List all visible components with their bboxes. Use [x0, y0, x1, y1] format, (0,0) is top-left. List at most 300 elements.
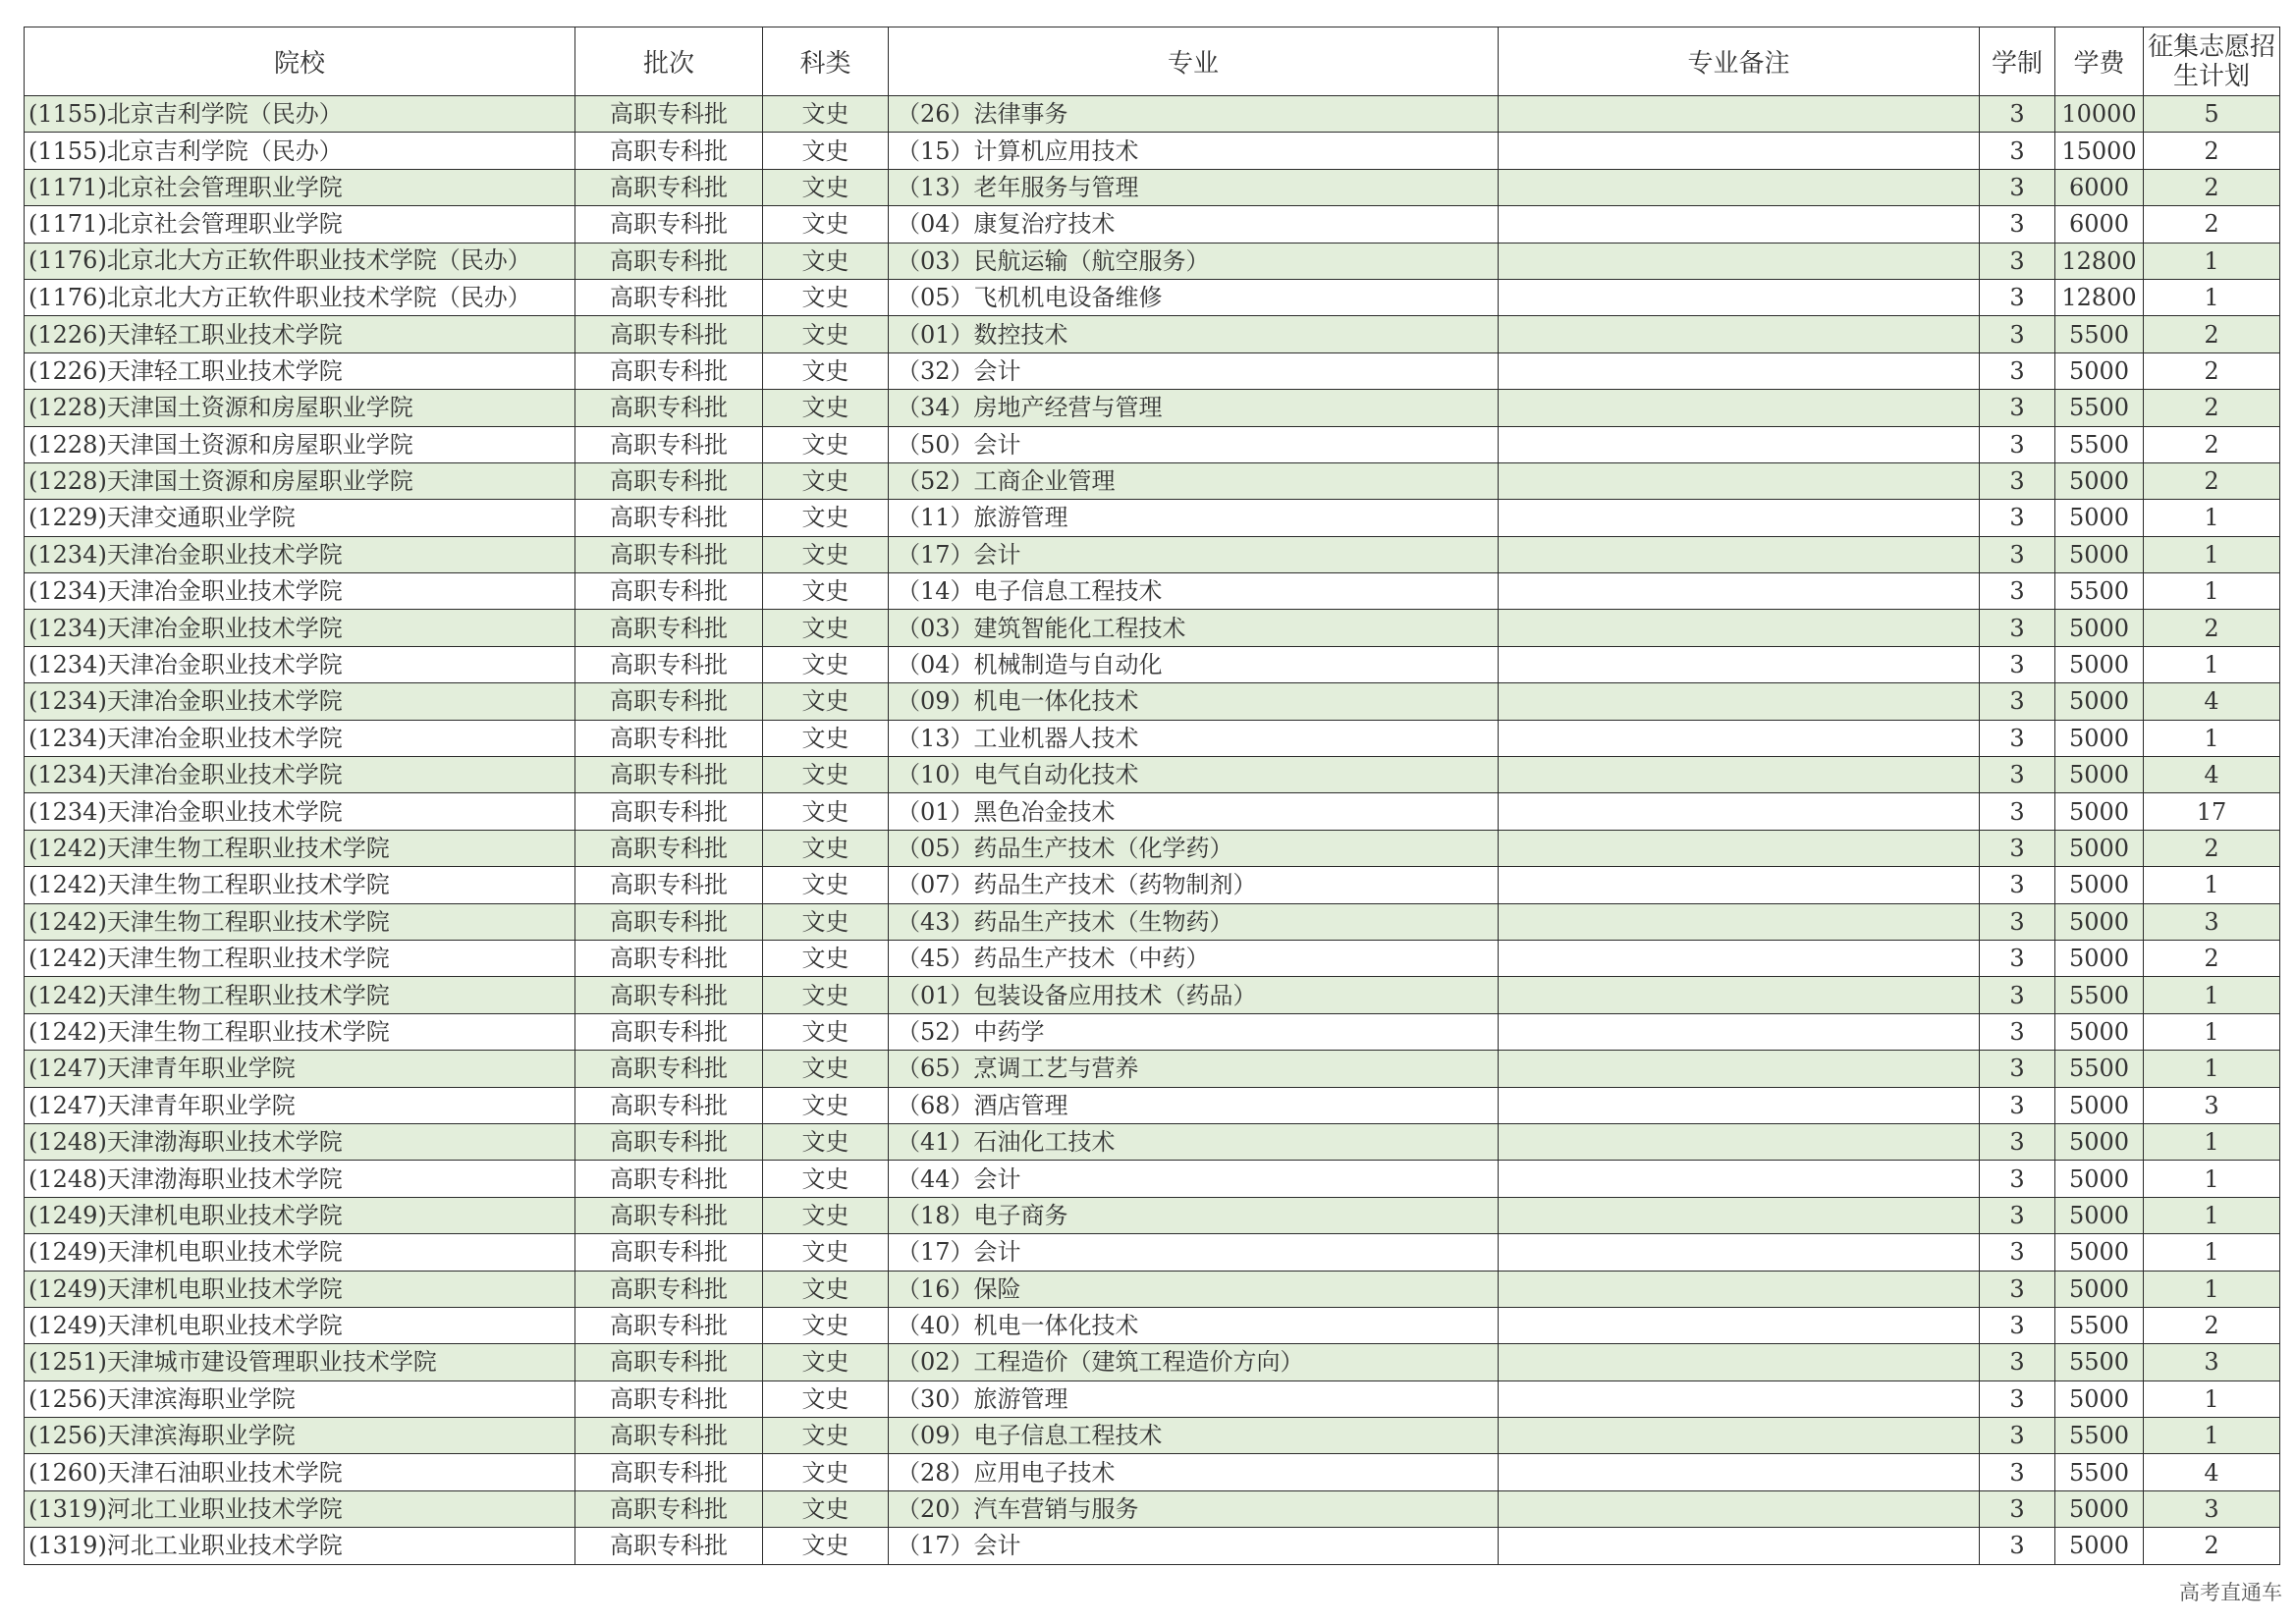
cell-batch: 高职专科批 [575, 536, 763, 572]
table-row [25, 830, 2280, 866]
cell-plan: 2 [2144, 133, 2280, 169]
cell-tuition: 5500 [2055, 1454, 2144, 1490]
cell-tuition: 5000 [2055, 610, 2144, 646]
cell-major-note [1499, 1161, 1980, 1197]
cell-school: (1260)天津石油职业技术学院 [25, 1454, 575, 1490]
cell-school: (1234)天津冶金职业技术学院 [25, 536, 575, 572]
cell-major-note [1499, 646, 1980, 682]
cell-batch: 高职专科批 [575, 133, 763, 169]
cell-plan: 3 [2144, 1087, 2280, 1123]
table-row [25, 1528, 2280, 1564]
cell-major: （01）黑色冶金技术 [889, 793, 1499, 830]
cell-batch: 高职专科批 [575, 1307, 763, 1343]
cell-duration: 3 [1980, 1307, 2055, 1343]
cell-duration: 3 [1980, 96, 2055, 133]
cell-batch: 高职专科批 [575, 1418, 763, 1454]
cell-duration: 3 [1980, 243, 2055, 279]
cell-batch: 高职专科批 [575, 1197, 763, 1233]
cell-school: (1234)天津冶金职业技术学院 [25, 793, 575, 830]
cell-tuition: 6000 [2055, 206, 2144, 243]
table-row [25, 390, 2280, 426]
cell-duration: 3 [1980, 830, 2055, 866]
table-row [25, 940, 2280, 976]
cell-batch: 高职专科批 [575, 1123, 763, 1160]
cell-category: 文史 [763, 1528, 889, 1564]
column-header-tuition: 学费 [2055, 27, 2144, 96]
cell-batch: 高职专科批 [575, 683, 763, 720]
cell-batch: 高职专科批 [575, 500, 763, 536]
cell-plan: 1 [2144, 1013, 2280, 1050]
cell-major: （65）烹调工艺与营养 [889, 1051, 1499, 1087]
cell-category: 文史 [763, 940, 889, 976]
cell-major-note [1499, 243, 1980, 279]
table-row [25, 573, 2280, 610]
header-row [25, 27, 2280, 96]
cell-duration: 3 [1980, 610, 2055, 646]
cell-major-note [1499, 610, 1980, 646]
cell-category: 文史 [763, 243, 889, 279]
cell-category: 文史 [763, 279, 889, 315]
cell-duration: 3 [1980, 316, 2055, 352]
cell-duration: 3 [1980, 1051, 2055, 1087]
table-row [25, 426, 2280, 462]
cell-plan: 2 [2144, 940, 2280, 976]
cell-plan: 2 [2144, 1528, 2280, 1564]
cell-tuition: 5000 [2055, 1234, 2144, 1271]
cell-plan: 1 [2144, 573, 2280, 610]
cell-tuition: 5000 [2055, 1087, 2144, 1123]
cell-duration: 3 [1980, 206, 2055, 243]
cell-plan: 3 [2144, 1344, 2280, 1380]
cell-major-note [1499, 1344, 1980, 1380]
cell-tuition: 5500 [2055, 390, 2144, 426]
cell-major: （20）汽车营销与服务 [889, 1490, 1499, 1527]
cell-plan: 2 [2144, 206, 2280, 243]
table-row [25, 169, 2280, 205]
cell-batch: 高职专科批 [575, 830, 763, 866]
cell-category: 文史 [763, 1197, 889, 1233]
cell-major-note [1499, 96, 1980, 133]
cell-school: (1155)北京吉利学院（民办） [25, 133, 575, 169]
cell-school: (1249)天津机电职业技术学院 [25, 1234, 575, 1271]
cell-plan: 2 [2144, 462, 2280, 499]
cell-major: （40）机电一体化技术 [889, 1307, 1499, 1343]
column-header-batch: 批次 [575, 27, 763, 96]
table-row [25, 977, 2280, 1013]
cell-batch: 高职专科批 [575, 1087, 763, 1123]
table-row [25, 646, 2280, 682]
cell-school: (1171)北京社会管理职业学院 [25, 206, 575, 243]
cell-major-note [1499, 720, 1980, 756]
cell-tuition: 5000 [2055, 1271, 2144, 1307]
cell-tuition: 5000 [2055, 903, 2144, 940]
cell-batch: 高职专科批 [575, 426, 763, 462]
cell-category: 文史 [763, 169, 889, 205]
cell-category: 文史 [763, 1418, 889, 1454]
cell-tuition: 5500 [2055, 1344, 2144, 1380]
table-row [25, 133, 2280, 169]
cell-tuition: 5000 [2055, 720, 2144, 756]
cell-major-note [1499, 206, 1980, 243]
cell-school: (1242)天津生物工程职业技术学院 [25, 977, 575, 1013]
cell-tuition: 5500 [2055, 573, 2144, 610]
cell-school: (1242)天津生物工程职业技术学院 [25, 940, 575, 976]
table-row [25, 1051, 2280, 1087]
cell-batch: 高职专科批 [575, 720, 763, 756]
cell-school: (1234)天津冶金职业技术学院 [25, 573, 575, 610]
cell-major-note [1499, 133, 1980, 169]
cell-batch: 高职专科批 [575, 1234, 763, 1271]
cell-plan: 4 [2144, 683, 2280, 720]
cell-major-note [1499, 903, 1980, 940]
cell-category: 文史 [763, 683, 889, 720]
cell-category: 文史 [763, 903, 889, 940]
cell-batch: 高职专科批 [575, 1490, 763, 1527]
table-row [25, 500, 2280, 536]
cell-batch: 高职专科批 [575, 793, 763, 830]
cell-school: (1176)北京北大方正软件职业技术学院（民办） [25, 243, 575, 279]
cell-school: (1319)河北工业职业技术学院 [25, 1490, 575, 1527]
cell-tuition: 5500 [2055, 426, 2144, 462]
cell-major-note [1499, 757, 1980, 793]
cell-major: （02）工程造价（建筑工程造价方向） [889, 1344, 1499, 1380]
cell-school: (1229)天津交通职业学院 [25, 500, 575, 536]
column-header-plan: 征集志愿招生计划 [2144, 27, 2280, 96]
column-header-school: 院校 [25, 27, 575, 96]
cell-major: （30）旅游管理 [889, 1380, 1499, 1417]
column-header-major: 专业 [889, 27, 1499, 96]
cell-school: (1249)天津机电职业技术学院 [25, 1271, 575, 1307]
cell-duration: 3 [1980, 646, 2055, 682]
cell-major-note [1499, 169, 1980, 205]
cell-category: 文史 [763, 720, 889, 756]
cell-tuition: 5000 [2055, 683, 2144, 720]
cell-duration: 3 [1980, 1197, 2055, 1233]
cell-major: （10）电气自动化技术 [889, 757, 1499, 793]
cell-plan: 4 [2144, 757, 2280, 793]
cell-duration: 3 [1980, 536, 2055, 572]
cell-school: (1242)天津生物工程职业技术学院 [25, 867, 575, 903]
cell-category: 文史 [763, 867, 889, 903]
cell-batch: 高职专科批 [575, 390, 763, 426]
cell-major-note [1499, 1528, 1980, 1564]
table-row [25, 1490, 2280, 1527]
cell-major: （28）应用电子技术 [889, 1454, 1499, 1490]
cell-category: 文史 [763, 133, 889, 169]
cell-plan: 1 [2144, 1123, 2280, 1160]
cell-major: （26）法律事务 [889, 96, 1499, 133]
cell-major-note [1499, 830, 1980, 866]
cell-school: (1171)北京社会管理职业学院 [25, 169, 575, 205]
cell-tuition: 5000 [2055, 536, 2144, 572]
cell-major: （04）康复治疗技术 [889, 206, 1499, 243]
cell-major-note [1499, 1307, 1980, 1343]
cell-major: （07）药品生产技术（药物制剂） [889, 867, 1499, 903]
cell-plan: 2 [2144, 390, 2280, 426]
cell-duration: 3 [1980, 1344, 2055, 1380]
cell-major-note [1499, 500, 1980, 536]
cell-plan: 2 [2144, 169, 2280, 205]
cell-school: (1248)天津渤海职业技术学院 [25, 1123, 575, 1160]
cell-plan: 1 [2144, 867, 2280, 903]
cell-plan: 1 [2144, 1051, 2280, 1087]
cell-batch: 高职专科批 [575, 1528, 763, 1564]
cell-major-note [1499, 1454, 1980, 1490]
table-row [25, 206, 2280, 243]
cell-batch: 高职专科批 [575, 867, 763, 903]
table-row [25, 1087, 2280, 1123]
cell-duration: 3 [1980, 1013, 2055, 1050]
cell-plan: 1 [2144, 500, 2280, 536]
table-row [25, 1271, 2280, 1307]
cell-tuition: 15000 [2055, 133, 2144, 169]
cell-category: 文史 [763, 536, 889, 572]
cell-category: 文史 [763, 1490, 889, 1527]
cell-duration: 3 [1980, 977, 2055, 1013]
cell-category: 文史 [763, 757, 889, 793]
cell-major: （34）房地产经营与管理 [889, 390, 1499, 426]
cell-major-note [1499, 279, 1980, 315]
cell-category: 文史 [763, 1344, 889, 1380]
cell-major-note [1499, 352, 1980, 389]
cell-major: （16）保险 [889, 1271, 1499, 1307]
cell-batch: 高职专科批 [575, 352, 763, 389]
cell-plan: 1 [2144, 536, 2280, 572]
cell-batch: 高职专科批 [575, 1271, 763, 1307]
cell-school: (1155)北京吉利学院（民办） [25, 96, 575, 133]
cell-school: (1176)北京北大方正软件职业技术学院（民办） [25, 279, 575, 315]
cell-duration: 3 [1980, 1528, 2055, 1564]
cell-tuition: 5000 [2055, 757, 2144, 793]
table-row [25, 683, 2280, 720]
table-row [25, 903, 2280, 940]
cell-plan: 2 [2144, 1307, 2280, 1343]
cell-major-note [1499, 1051, 1980, 1087]
cell-duration: 3 [1980, 903, 2055, 940]
cell-tuition: 5000 [2055, 462, 2144, 499]
cell-duration: 3 [1980, 1271, 2055, 1307]
cell-batch: 高职专科批 [575, 1161, 763, 1197]
cell-tuition: 6000 [2055, 169, 2144, 205]
cell-duration: 3 [1980, 426, 2055, 462]
cell-tuition: 5000 [2055, 940, 2144, 976]
cell-category: 文史 [763, 316, 889, 352]
cell-batch: 高职专科批 [575, 169, 763, 205]
cell-major: （13）工业机器人技术 [889, 720, 1499, 756]
table-row [25, 316, 2280, 352]
cell-batch: 高职专科批 [575, 977, 763, 1013]
column-header-major-note: 专业备注 [1499, 27, 1980, 96]
cell-school: (1234)天津冶金职业技术学院 [25, 757, 575, 793]
cell-category: 文史 [763, 96, 889, 133]
cell-duration: 3 [1980, 500, 2055, 536]
cell-tuition: 5000 [2055, 1380, 2144, 1417]
cell-major-note [1499, 1490, 1980, 1527]
table-row [25, 1380, 2280, 1417]
cell-duration: 3 [1980, 352, 2055, 389]
cell-school: (1319)河北工业职业技术学院 [25, 1528, 575, 1564]
cell-plan: 1 [2144, 1197, 2280, 1233]
cell-batch: 高职专科批 [575, 940, 763, 976]
cell-category: 文史 [763, 793, 889, 830]
cell-major: （14）电子信息工程技术 [889, 573, 1499, 610]
cell-tuition: 5000 [2055, 352, 2144, 389]
cell-batch: 高职专科批 [575, 610, 763, 646]
table-row [25, 757, 2280, 793]
cell-major-note [1499, 867, 1980, 903]
cell-batch: 高职专科批 [575, 462, 763, 499]
table-row [25, 352, 2280, 389]
cell-category: 文史 [763, 1013, 889, 1050]
cell-category: 文史 [763, 1123, 889, 1160]
cell-tuition: 12800 [2055, 243, 2144, 279]
cell-major: （18）电子商务 [889, 1197, 1499, 1233]
cell-tuition: 5500 [2055, 1307, 2144, 1343]
cell-tuition: 5000 [2055, 1013, 2144, 1050]
cell-duration: 3 [1980, 1490, 2055, 1527]
cell-duration: 3 [1980, 1454, 2055, 1490]
cell-batch: 高职专科批 [575, 1454, 763, 1490]
cell-school: (1234)天津冶金职业技术学院 [25, 720, 575, 756]
cell-batch: 高职专科批 [575, 1051, 763, 1087]
cell-duration: 3 [1980, 757, 2055, 793]
cell-duration: 3 [1980, 1123, 2055, 1160]
cell-batch: 高职专科批 [575, 1013, 763, 1050]
cell-plan: 2 [2144, 610, 2280, 646]
cell-category: 文史 [763, 977, 889, 1013]
table-body [25, 96, 2280, 1565]
cell-duration: 3 [1980, 279, 2055, 315]
cell-plan: 1 [2144, 1418, 2280, 1454]
cell-major: （09）机电一体化技术 [889, 683, 1499, 720]
cell-major-note [1499, 426, 1980, 462]
cell-plan: 2 [2144, 426, 2280, 462]
cell-school: (1226)天津轻工职业技术学院 [25, 316, 575, 352]
cell-tuition: 5500 [2055, 1051, 2144, 1087]
cell-batch: 高职专科批 [575, 573, 763, 610]
cell-plan: 2 [2144, 830, 2280, 866]
cell-school: (1228)天津国土资源和房屋职业学院 [25, 462, 575, 499]
cell-tuition: 5500 [2055, 977, 2144, 1013]
cell-school: (1228)天津国土资源和房屋职业学院 [25, 390, 575, 426]
cell-major: （01）数控技术 [889, 316, 1499, 352]
cell-major-note [1499, 536, 1980, 572]
cell-school: (1256)天津滨海职业学院 [25, 1380, 575, 1417]
cell-tuition: 5000 [2055, 1123, 2144, 1160]
cell-school: (1247)天津青年职业学院 [25, 1051, 575, 1087]
cell-plan: 17 [2144, 793, 2280, 830]
cell-tuition: 5000 [2055, 867, 2144, 903]
table-row [25, 1161, 2280, 1197]
cell-duration: 3 [1980, 133, 2055, 169]
cell-major: （45）药品生产技术（中药） [889, 940, 1499, 976]
cell-tuition: 12800 [2055, 279, 2144, 315]
cell-major: （41）石油化工技术 [889, 1123, 1499, 1160]
cell-plan: 4 [2144, 1454, 2280, 1490]
cell-tuition: 5000 [2055, 1490, 2144, 1527]
cell-category: 文史 [763, 1271, 889, 1307]
table-row [25, 793, 2280, 830]
cell-major: （01）包装设备应用技术（药品） [889, 977, 1499, 1013]
cell-major-note [1499, 1380, 1980, 1417]
cell-plan: 3 [2144, 903, 2280, 940]
watermark-text: 高考直通车 [2179, 1581, 2282, 1604]
cell-school: (1242)天津生物工程职业技术学院 [25, 1013, 575, 1050]
cell-school: (1249)天津机电职业技术学院 [25, 1307, 575, 1343]
cell-category: 文史 [763, 1380, 889, 1417]
cell-school: (1234)天津冶金职业技术学院 [25, 646, 575, 682]
cell-batch: 高职专科批 [575, 96, 763, 133]
cell-major: （03）建筑智能化工程技术 [889, 610, 1499, 646]
cell-plan: 1 [2144, 279, 2280, 315]
cell-school: (1242)天津生物工程职业技术学院 [25, 903, 575, 940]
table-row [25, 1013, 2280, 1050]
cell-plan: 1 [2144, 1234, 2280, 1271]
cell-major-note [1499, 977, 1980, 1013]
cell-school: (1234)天津冶金职业技术学院 [25, 610, 575, 646]
cell-major-note [1499, 390, 1980, 426]
cell-plan: 2 [2144, 316, 2280, 352]
table-row [25, 1123, 2280, 1160]
cell-category: 文史 [763, 830, 889, 866]
cell-major: （03）民航运输（航空服务） [889, 243, 1499, 279]
cell-duration: 3 [1980, 1161, 2055, 1197]
cell-batch: 高职专科批 [575, 1344, 763, 1380]
cell-school: (1228)天津国土资源和房屋职业学院 [25, 426, 575, 462]
cell-duration: 3 [1980, 390, 2055, 426]
cell-major: （05）飞机机电设备维修 [889, 279, 1499, 315]
table-row [25, 1344, 2280, 1380]
table-row [25, 1454, 2280, 1490]
cell-major: （52）工商企业管理 [889, 462, 1499, 499]
cell-major: （04）机械制造与自动化 [889, 646, 1499, 682]
cell-major-note [1499, 793, 1980, 830]
cell-category: 文史 [763, 352, 889, 389]
cell-major: （17）会计 [889, 1234, 1499, 1271]
cell-category: 文史 [763, 610, 889, 646]
cell-tuition: 5000 [2055, 500, 2144, 536]
cell-category: 文史 [763, 1234, 889, 1271]
cell-duration: 3 [1980, 1380, 2055, 1417]
cell-batch: 高职专科批 [575, 1380, 763, 1417]
cell-tuition: 5000 [2055, 1161, 2144, 1197]
table-row [25, 1418, 2280, 1454]
cell-major: （68）酒店管理 [889, 1087, 1499, 1123]
cell-school: (1256)天津滨海职业学院 [25, 1418, 575, 1454]
cell-duration: 3 [1980, 940, 2055, 976]
cell-category: 文史 [763, 500, 889, 536]
cell-category: 文史 [763, 206, 889, 243]
table-row [25, 867, 2280, 903]
cell-major-note [1499, 1234, 1980, 1271]
cell-duration: 3 [1980, 683, 2055, 720]
cell-major-note [1499, 1271, 1980, 1307]
cell-plan: 1 [2144, 1161, 2280, 1197]
cell-major-note [1499, 1418, 1980, 1454]
table-row [25, 243, 2280, 279]
cell-plan: 1 [2144, 1271, 2280, 1307]
cell-category: 文史 [763, 390, 889, 426]
cell-tuition: 5000 [2055, 793, 2144, 830]
enrollment-table [24, 27, 2280, 1565]
cell-school: (1251)天津城市建设管理职业技术学院 [25, 1344, 575, 1380]
cell-category: 文史 [763, 573, 889, 610]
cell-plan: 3 [2144, 1490, 2280, 1527]
cell-tuition: 5500 [2055, 1418, 2144, 1454]
cell-school: (1248)天津渤海职业技术学院 [25, 1161, 575, 1197]
cell-major: （11）旅游管理 [889, 500, 1499, 536]
table-row [25, 610, 2280, 646]
